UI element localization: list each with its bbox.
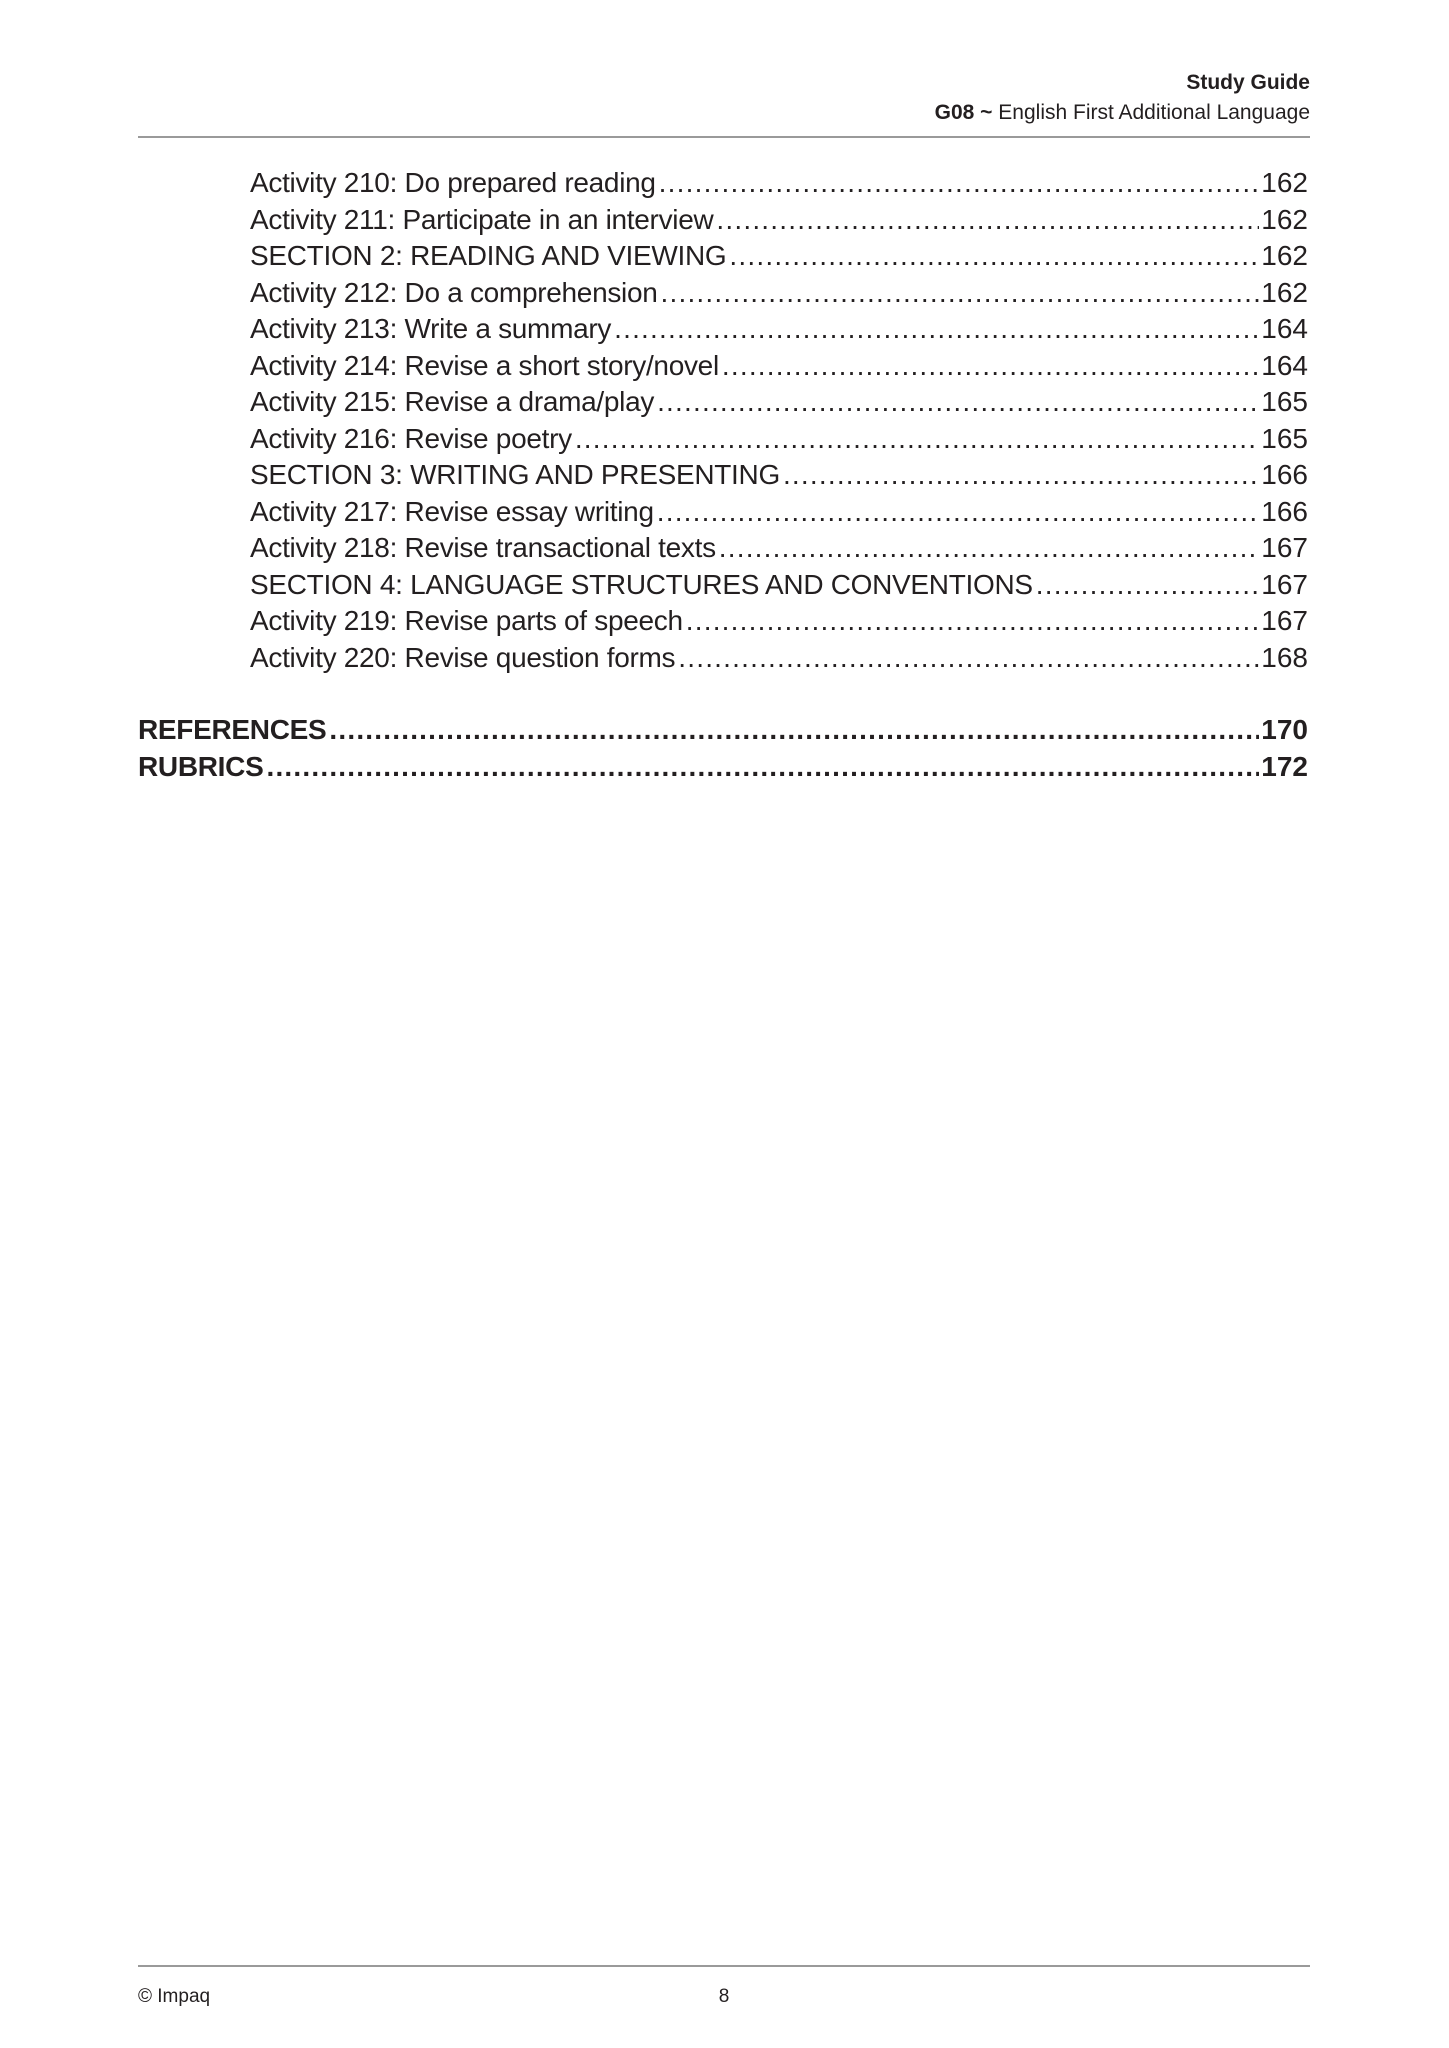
header-grade-code: G08 ~ [934,101,993,124]
toc-entry-label: REFERENCES [138,714,327,745]
dot-leader [266,749,1259,785]
toc-entry-label: Activity 212: Do a comprehension [250,276,658,308]
dot-leader [657,494,1260,530]
toc-entry-page: 167 [1259,603,1308,639]
toc-entry[interactable] [250,494,1308,530]
toc-entry[interactable] [250,165,1308,201]
header-divider [138,136,1310,138]
dot-leader [1036,567,1260,603]
toc-entry-label: RUBRICS [138,751,264,782]
toc-section-heading[interactable] [250,457,1308,493]
toc-entry-page: 162 [1259,275,1308,311]
toc-entry-page: 164 [1259,311,1308,347]
toc-entry-label: Activity 216: Revise poetry [250,422,572,454]
dot-leader [329,712,1259,748]
header-title: Study Guide [1186,71,1310,94]
dot-leader [722,348,1259,384]
toc-entry[interactable] [250,202,1308,238]
toc-entry-label: Activity 220: Revise question forms [250,641,676,673]
toc-entry[interactable] [250,348,1308,384]
toc-entry-label: SECTION 3: WRITING AND PRESENTING [250,459,780,490]
toc-entry[interactable] [250,640,1308,676]
dot-leader [575,421,1259,457]
toc-entry-page: 162 [1259,238,1308,274]
dot-leader [614,311,1259,347]
toc-entry-label: Activity 218: Revise transactional texts [250,532,716,563]
dot-leader [657,384,1259,420]
dot-leader [661,275,1260,311]
toc-entry-label: Activity 219: Revise parts of speech [250,605,683,636]
toc-entry[interactable] [250,384,1308,420]
toc-entry[interactable] [250,421,1308,457]
toc-entry-page: 167 [1259,567,1308,603]
footer-copyright: © Impaq [138,1986,211,2007]
toc-entry[interactable] [250,275,1308,311]
toc-entry-page: 167 [1259,530,1308,566]
toc-entry-page: 162 [1259,165,1308,201]
dot-leader [716,202,1259,238]
dot-leader [719,530,1260,566]
toc-entry-label: SECTION 4: LANGUAGE STRUCTURES AND CONVENTIONS [250,568,1033,600]
toc-main-entry-rubrics[interactable] [138,749,1308,785]
toc-section-heading[interactable] [250,238,1308,274]
toc-entry-label: Activity 210: Do prepared reading [250,167,656,198]
toc-entry-page: 165 [1259,384,1308,420]
toc-entry[interactable] [250,311,1308,347]
toc-entry[interactable] [250,603,1308,639]
toc-entry-label: Activity 214: Revise a short story/novel [250,349,719,381]
toc-entry-label: SECTION 2: READING AND VIEWING [250,240,727,271]
toc-entry-page: 170 [1259,712,1308,748]
header-subject: English First Additional Language [992,101,1310,124]
toc-main-entry-references[interactable] [138,712,1308,748]
toc-entry-label: Activity 217: Revise essay writing [250,495,654,527]
toc-entry-page: 164 [1259,348,1308,384]
toc-entry-page: 162 [1259,202,1308,238]
toc-entry-page: 166 [1259,457,1308,493]
header-subtitle [935,98,1310,128]
dot-leader [783,457,1259,493]
toc-entry[interactable] [250,530,1308,566]
footer-divider [138,1965,1310,1967]
dot-leader [659,165,1260,201]
toc-section-heading[interactable] [250,567,1308,603]
dot-leader [678,640,1259,676]
dot-leader [729,238,1259,274]
toc-entry-label: Activity 213: Write a summary [250,313,612,344]
toc-entry-page: 168 [1259,640,1308,676]
toc-entry-page: 172 [1259,749,1308,785]
toc-entry-label: Activity 211: Participate in an interview [250,203,714,235]
dot-leader [686,603,1260,639]
page-header [935,68,1310,128]
toc-entry-page: 165 [1259,421,1308,457]
footer-page-number: 8 [718,1986,730,2007]
toc-entry-label: Activity 215: Revise a drama/play [250,386,655,417]
toc-entry-page: 166 [1259,494,1308,530]
